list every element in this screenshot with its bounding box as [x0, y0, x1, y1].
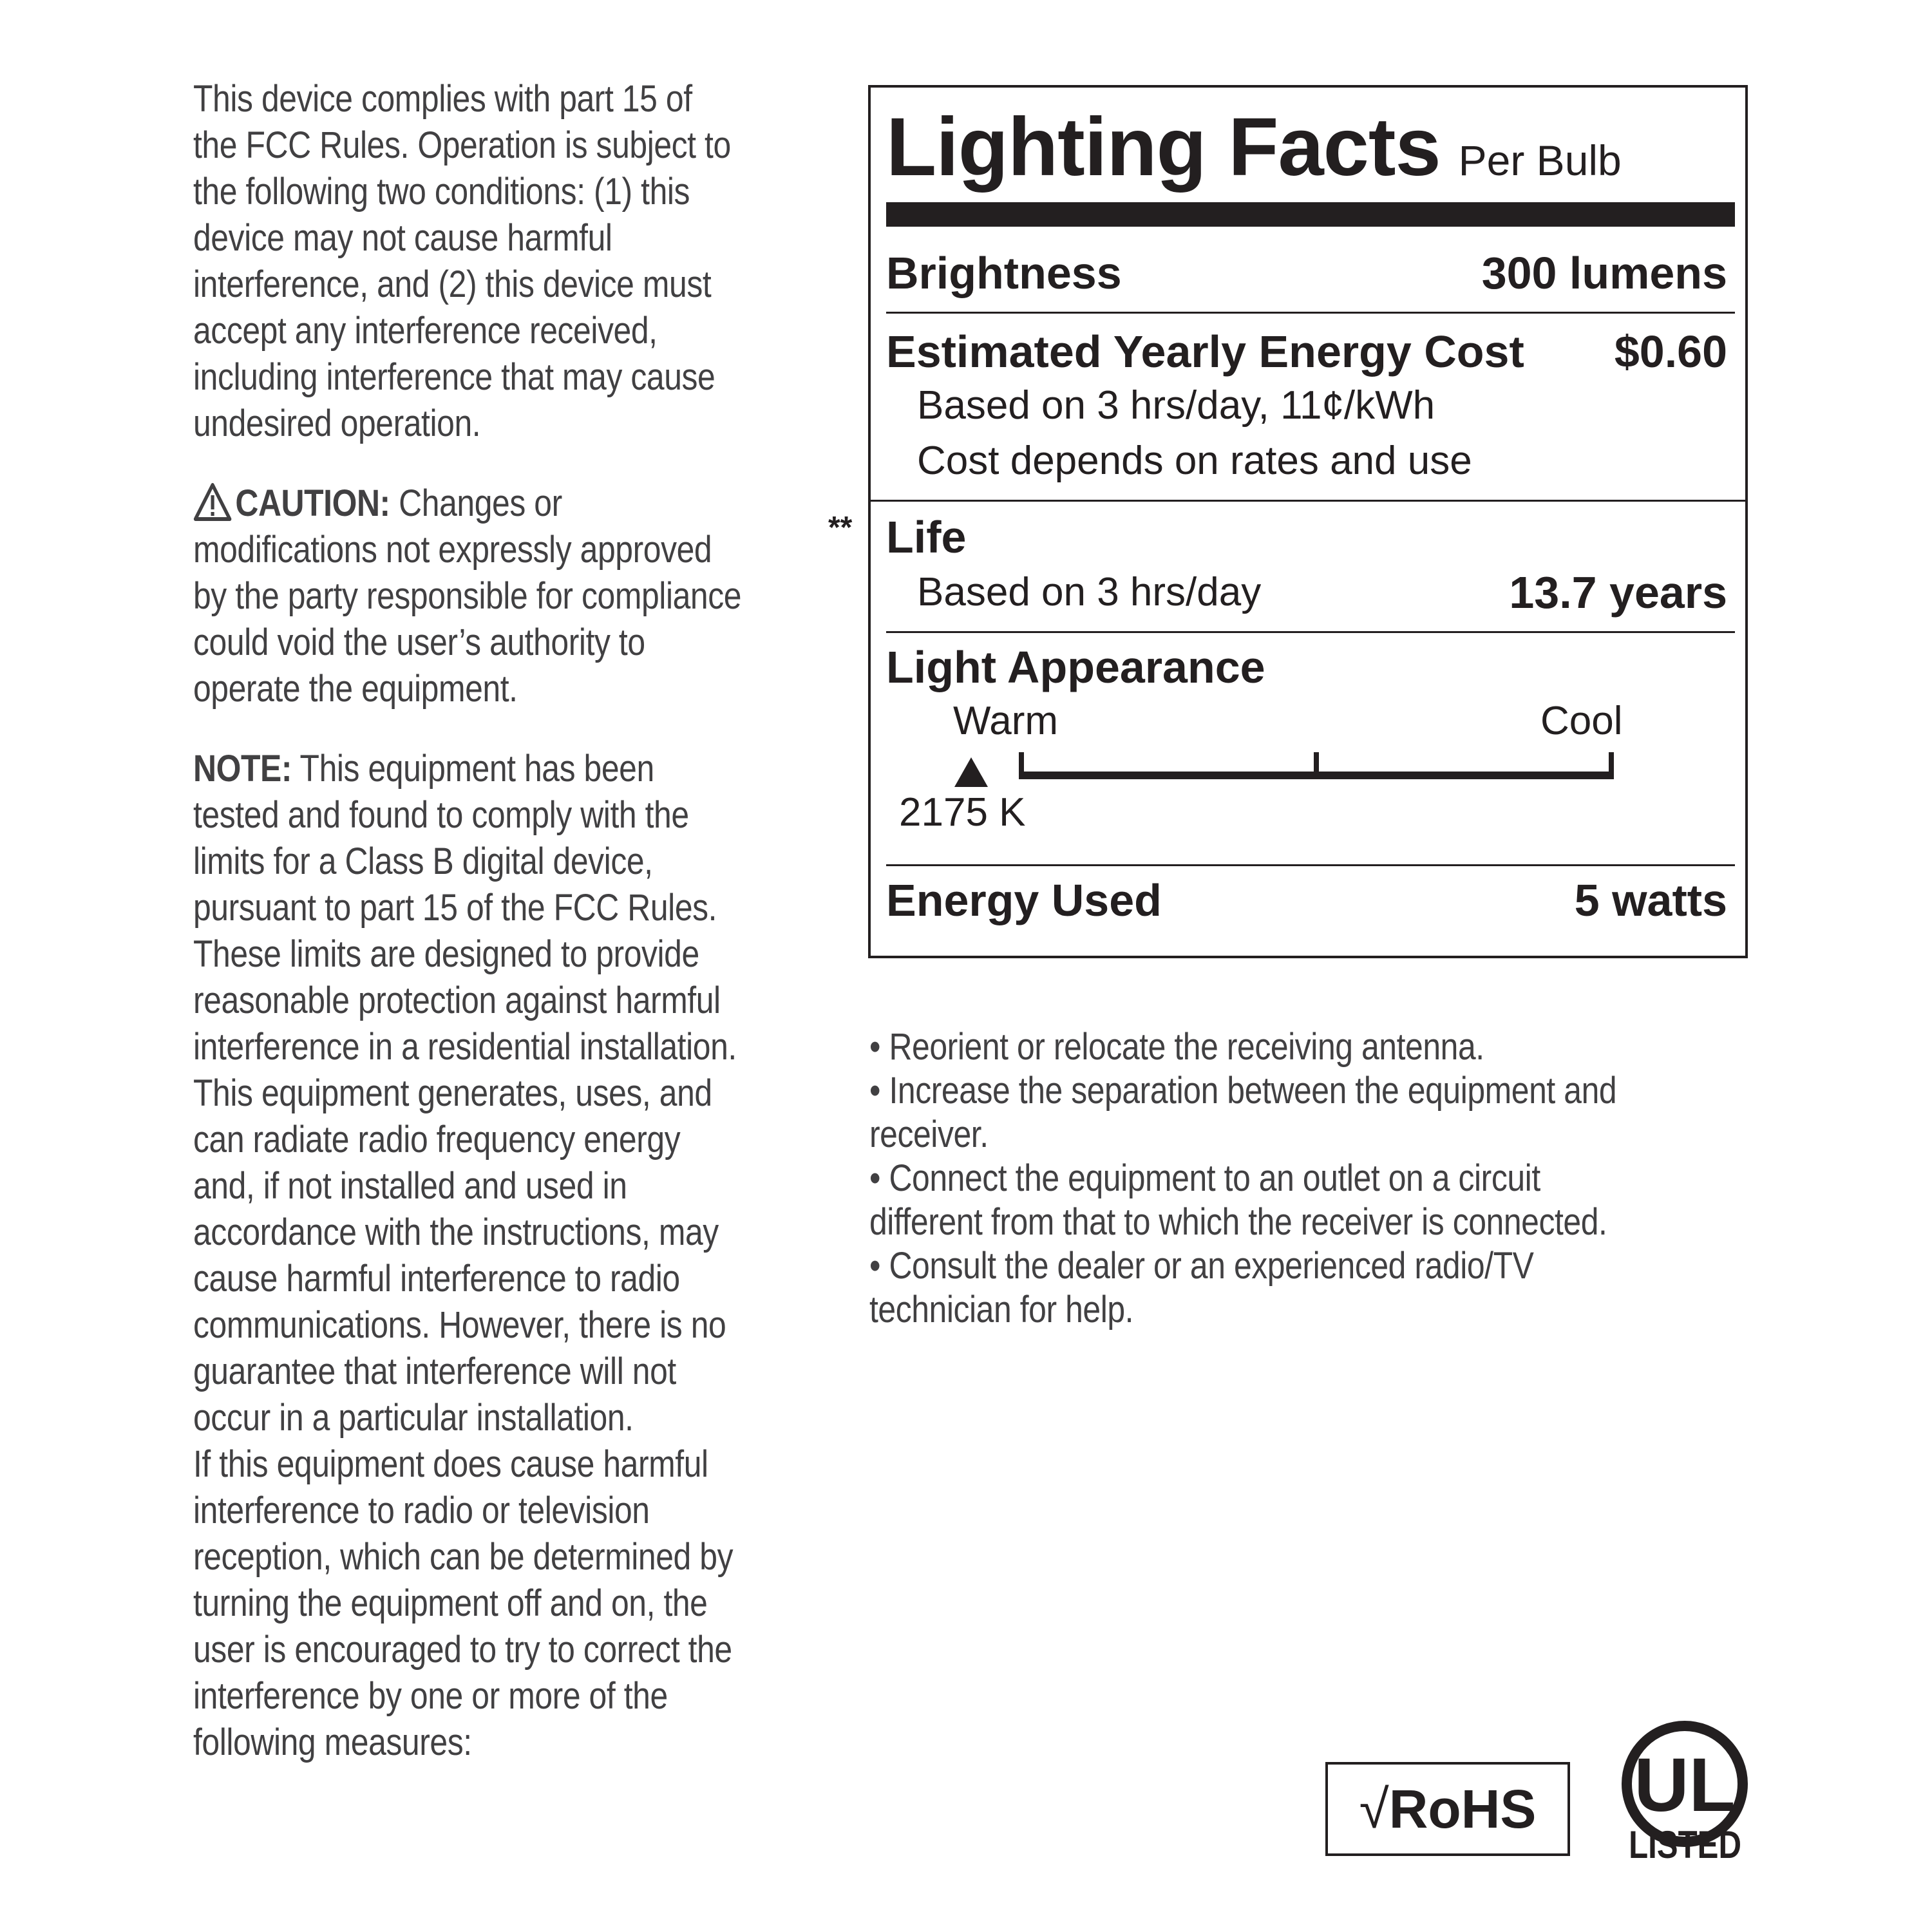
warm-label: Warm — [953, 699, 1058, 743]
warning-triangle-icon — [193, 482, 232, 521]
measure-item: • Increase the separation between the equipment and receiver. — [869, 1070, 1617, 1155]
scale-tick-middle — [1314, 752, 1319, 779]
lighting-facts-header — [886, 99, 1622, 196]
life-basis: Based on 3 hrs/day — [917, 570, 1262, 614]
scale-tick-end — [1609, 752, 1614, 779]
note-text: This equipment has been tested and found to comply with the limits for a Class B digital device, pursuant to part 15 of the FCC Rules. These limits are designed to provide reasonable protection against harmful interference in a residential installation. This equipment generates, uses, and can radiate radio frequency energy and, if not installed and used in accordance with the instructions, may cause harmful interference to radio communications. However, there is no guarantee that interference will not occur in a particular installation. — [193, 748, 737, 1439]
energy-used-label: Energy Used — [886, 875, 1162, 925]
caution-label: CAUTION: — [235, 482, 390, 524]
note-label: NOTE: — [193, 748, 292, 790]
color-temperature-marker-icon — [954, 757, 988, 787]
cool-label: Cool — [1540, 699, 1623, 743]
energy-cost-value: $0.60 — [1614, 327, 1727, 377]
rohs-text: RoHS — [1388, 1779, 1537, 1839]
scale-tick-start — [1019, 752, 1024, 779]
note-paragraph — [193, 746, 741, 1441]
life-footnote-marker: ** — [828, 511, 853, 545]
caution-paragraph — [193, 480, 741, 712]
life-value: 13.7 years — [1509, 567, 1727, 618]
fcc-compliance-paragraph: This device complies with part 15 of the FCC Rules. Operation is subject to the following two conditions: (1) this device may not cause harmful interference, and (2) this device must accept any interference received, including interference that may cause undesired operation. — [193, 78, 731, 444]
lighting-facts-title: Lighting Facts — [886, 101, 1441, 193]
interference-measures-intro: If this equipment does cause harmful interference to radio or television reception, which can be determined by turning the equipment off and on, the user is encouraged to try to correct the interference by one or more of the following measures: — [193, 1443, 734, 1763]
divider-appearance — [886, 864, 1735, 866]
rohs-check-icon: √ — [1359, 1779, 1389, 1839]
ul-listed-text: LISTED — [1629, 1823, 1742, 1866]
lighting-facts-panel — [868, 85, 1748, 958]
energy-cost-disclaimer: Cost depends on rates and use — [917, 439, 1472, 483]
life-label: Life — [886, 512, 967, 562]
divider-brightness — [886, 312, 1735, 314]
color-temperature-value: 2175 K — [899, 790, 1026, 835]
header-divider — [886, 202, 1735, 227]
per-bulb-label: Per Bulb — [1458, 137, 1622, 184]
energy-used-value: 5 watts — [1574, 875, 1727, 925]
rohs-compliance-logo — [1325, 1762, 1570, 1856]
divider-life — [886, 631, 1735, 633]
measure-item: • Connect the equipment to an outlet on a circuit different from that to which the receiver is connected. — [869, 1157, 1607, 1243]
brightness-value: 300 lumens — [1481, 248, 1727, 298]
brightness-label: Brightness — [886, 248, 1122, 298]
caution-text: Changes or modifications not expressly approved by the party responsible for compliance could void the user’s authority to operate the equipment. — [193, 482, 742, 710]
measure-item: • Reorient or relocate the receiving antenna. — [869, 1026, 1484, 1068]
light-appearance-label: Light Appearance — [886, 642, 1265, 692]
fcc-statement — [193, 76, 741, 1766]
ul-mark-text: UL — [1634, 1743, 1736, 1828]
energy-cost-label: Estimated Yearly Energy Cost — [886, 327, 1524, 377]
energy-cost-basis: Based on 3 hrs/day, 11¢/kWh — [917, 383, 1435, 428]
interference-measures-list — [869, 1025, 1645, 1332]
divider-cost — [871, 500, 1745, 502]
measure-item: • Consult the dealer or an experienced radio/TV technician for help. — [869, 1245, 1534, 1331]
